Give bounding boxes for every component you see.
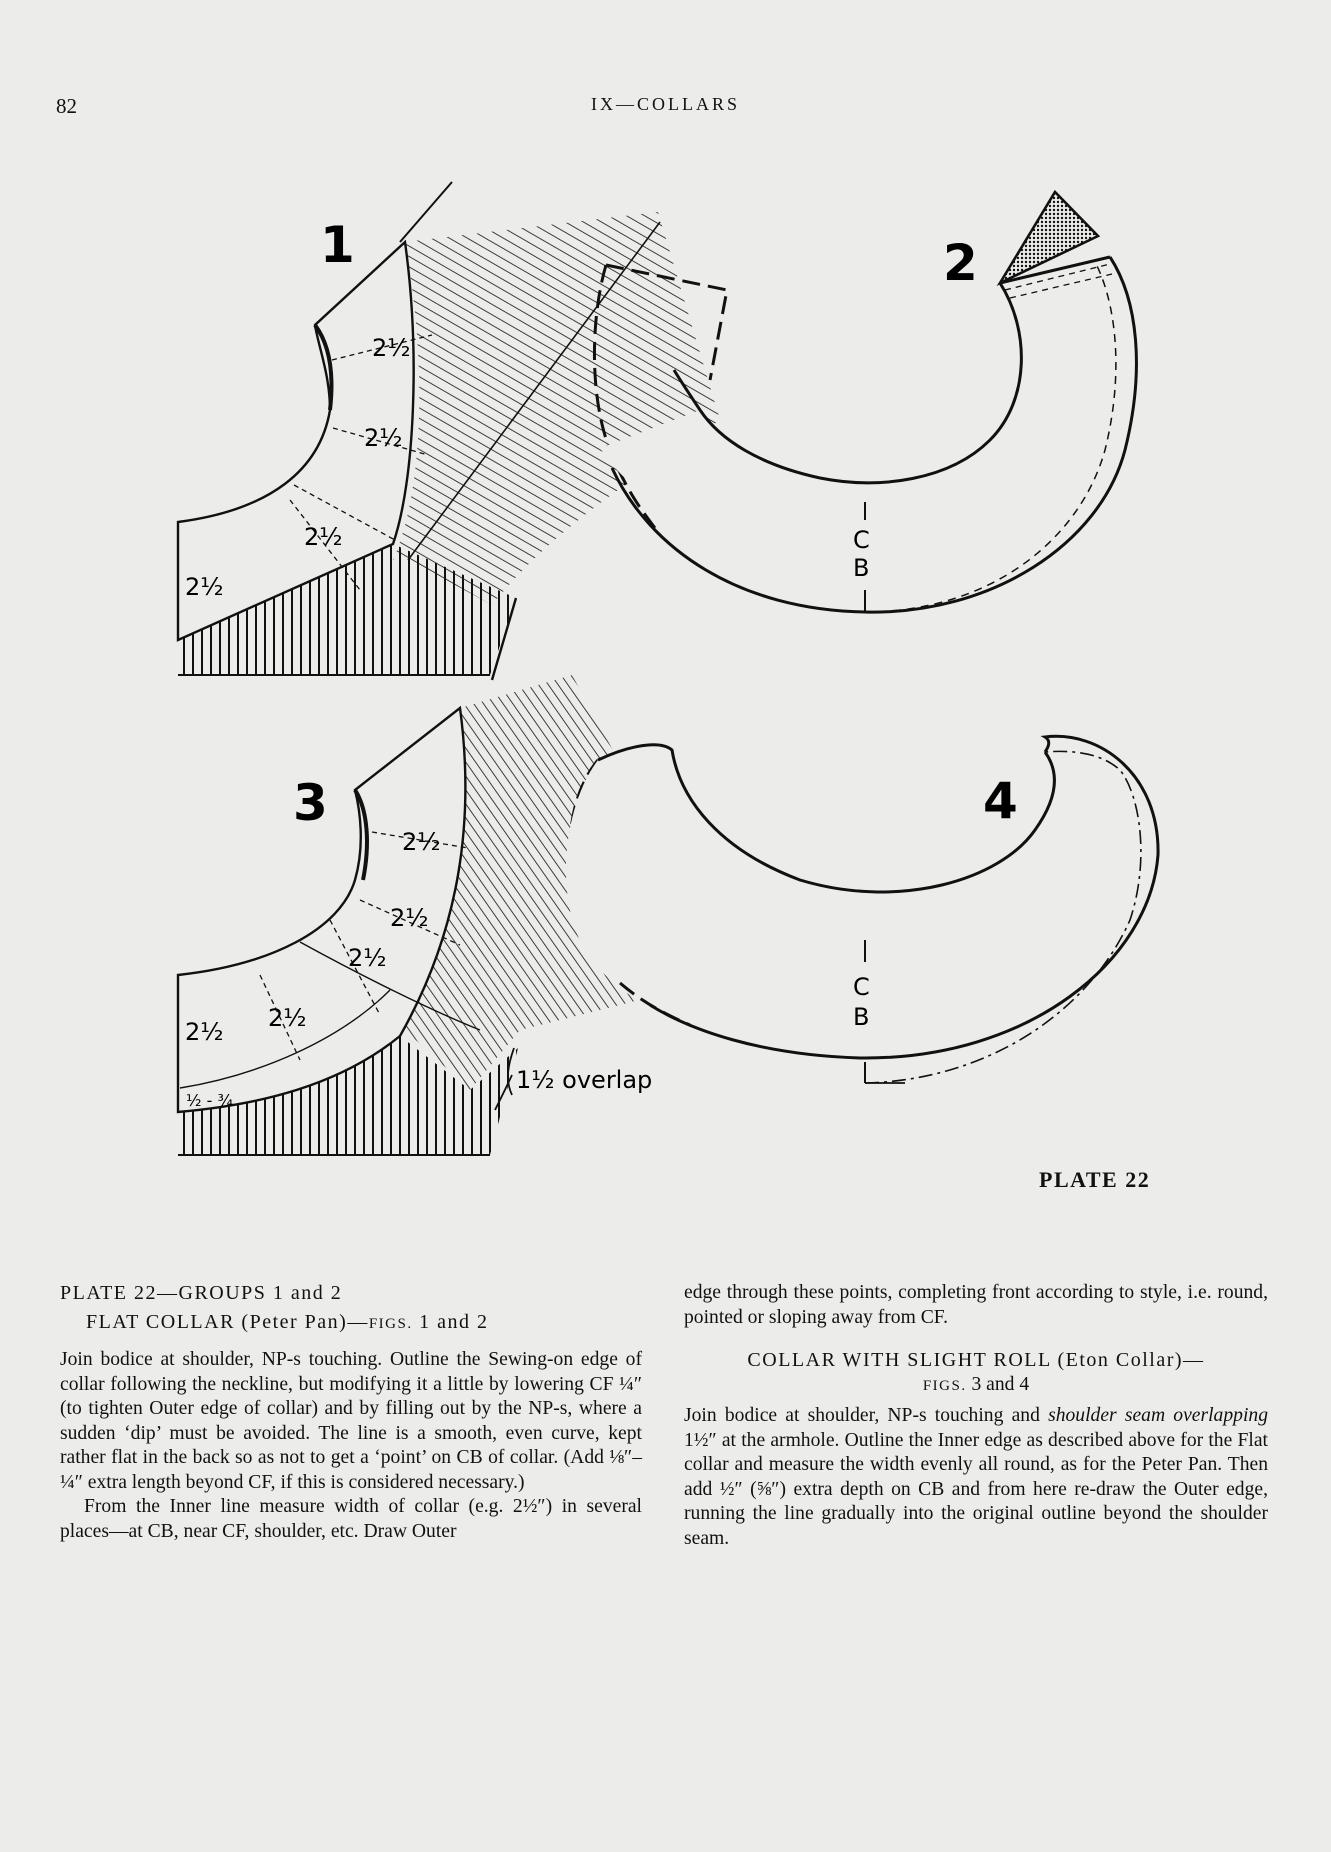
fig3-width-label: 2½ [390, 904, 429, 932]
fig2-cb-letter: B [853, 554, 870, 582]
text-column-right [684, 1281, 1268, 1551]
paragraph-continued: edge through these points, completing front according to style, i.e. round, pointed or sloping away from CF. [684, 1282, 1268, 1328]
fig3-overlap-label: 1½ overlap [516, 1066, 653, 1094]
figure-4 [566, 736, 1158, 1083]
fig3-width-label: 2½ [402, 828, 441, 856]
fig4-number: 4 [983, 772, 1018, 830]
fig1-width-label: 2½ [364, 424, 403, 452]
section-heading: PLATE 22—GROUPS 1 and 2 [60, 1282, 343, 1304]
fig1-width-label: 2½ [372, 334, 411, 362]
fig4-cb-letter: C [853, 973, 870, 1001]
fig3-width-label: 2½ [348, 944, 387, 972]
fig1-width-label: 2½ [185, 573, 224, 601]
fig3-width-label: 2½ [185, 1018, 224, 1046]
paragraph-text: Join bodice at shoulder, NP-s touching and [684, 1405, 1049, 1426]
figs-numbers: 3 and 4 [966, 1373, 1030, 1395]
figs-abbrev: FIGS. [922, 1377, 967, 1394]
paragraph [684, 1404, 1268, 1551]
running-head: IX—COLLARS [590, 94, 740, 114]
paragraph: From the Inner line measure width of collar (e.g. 2½″) in several places—at CB, near CF, shoulder, etc. Draw Outer [60, 1496, 642, 1542]
subsection-title: FLAT COLLAR (Peter Pan)— [86, 1310, 369, 1333]
page-number: 82 [56, 94, 77, 118]
paragraph: Join bodice at shoulder, NP-s touching. Outline the Sewing-on edge of collar following the neckline, but modifying it a little by lowering CF ¼″ (to tighten Outer edge of collar) and by filling out by the NP-s, where a sudden ‘dip’ must be avoided. The line is a smooth, even curve, kept rather flat in the back so as not to get a ‘point’ on CB of collar. (Add ⅛″–¼″ extra length beyond CF, if this is considered necessary.) [60, 1349, 642, 1493]
fig4-cb-letter: B [853, 1003, 870, 1031]
fig2-cb-letter: C [853, 526, 870, 554]
emphasis: shoulder seam overlapping [1048, 1405, 1268, 1426]
fig3-width-label: 2½ [268, 1004, 307, 1032]
fig2-number: 2 [943, 234, 978, 292]
subsection-heading: COLLAR WITH SLIGHT ROLL (Eton Collar)— [747, 1349, 1205, 1371]
fig1-width-label: 2½ [304, 523, 343, 551]
figure-1 [178, 182, 720, 680]
subsection-figs [684, 1373, 1268, 1399]
fig3-number: 3 [293, 774, 328, 832]
fig1-number: 1 [320, 216, 355, 274]
figs-numbers: 1 and 2 [412, 1310, 489, 1333]
subsection-heading [86, 1310, 642, 1337]
fig3-fraction-label: ½ - ¾ [186, 1091, 233, 1110]
paragraph-text: 1½″ at the armhole. Outline the Inner edge as described above for the Flat collar and measure the width evenly all round, as for the Peter Pan. Then add ½″ (⅝″) extra depth on CB and from here re-draw the Outer edge, running the line gradually into the original outline beyond the shoulder seam. [684, 1429, 1268, 1549]
plate-label: PLATE 22 [1039, 1167, 1151, 1192]
text-column-left [60, 1281, 642, 1544]
figs-abbrev: FIGS. [368, 1315, 413, 1332]
